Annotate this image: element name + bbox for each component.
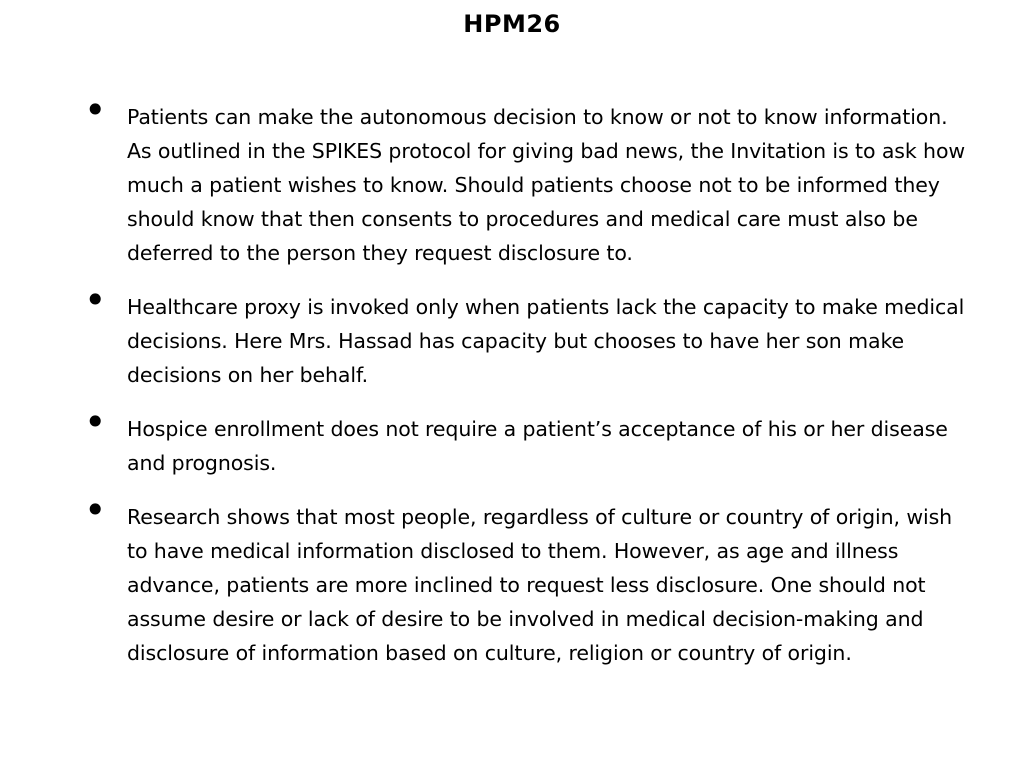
bullet-icon: • — [84, 488, 107, 532]
bullet-text: Healthcare proxy is invoked only when patients lack the capacity to make medical decisions. Here Mrs. Hassad has capacity but chooses to have her son make decisions on her behalf. — [127, 295, 965, 387]
slide-title: HPM26 — [463, 10, 561, 38]
bullet-list — [0, 88, 1024, 690]
bullet-item — [0, 88, 1024, 270]
bullet-icon: • — [84, 400, 107, 444]
bullet-text: Research shows that most people, regardless of culture or country of origin, wish to have medical information disclosed to them. However, as age and illness advance, patients are more inclined to request less disclosure. One should not assume desire or lack of desire to be involved in medical decision-making and disclosure of information based on culture, religion or country of origin. — [127, 505, 953, 665]
bullet-icon: • — [84, 278, 107, 322]
bullet-text: Patients can make the autonomous decision to know or not to know information. As outlined in the SPIKES protocol for giving bad news, the Invitation is to ask how much a patient wishes to know. Should patients choose not to be informed they should know that then consents to procedures and medical care must also be deferred to the person they request disclosure to. — [127, 105, 966, 265]
bullet-item — [0, 488, 1024, 670]
bullet-text: Hospice enrollment does not require a patient’s acceptance of his or her disease and prognosis. — [127, 417, 948, 475]
bullet-icon: • — [84, 88, 107, 132]
bullet-item — [0, 278, 1024, 392]
bullet-item — [0, 400, 1024, 480]
